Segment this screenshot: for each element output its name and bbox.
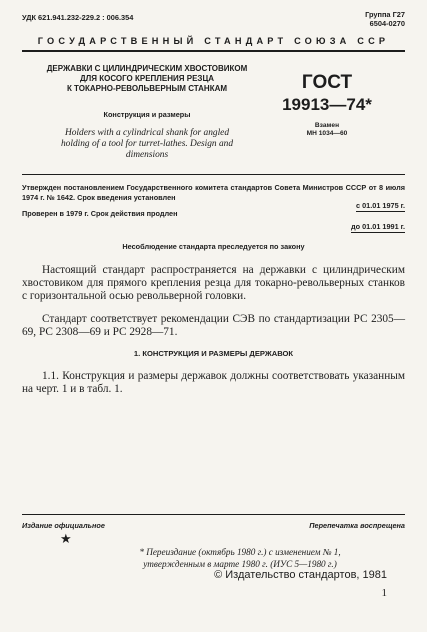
title-line-1: ДЕРЖАВКИ С ЦИЛИНДРИЧЕСКИМ ХВОСТОВИКОМ [46,64,248,73]
english-title [22,128,272,161]
title-line-3: К ТОКАРНО-РЕВОЛЬВЕРНЫМ СТАНКАМ [66,84,228,93]
reissue-note [90,546,390,570]
copyright-notice: © Издательство стандартов, 1981 [214,569,387,581]
group-line: Группа Г27 [365,10,405,19]
english-title-line-2: holding of a tool for turret-lathes. Design and [60,139,234,149]
english-title-line-1: Holders with a cylindrical shank for angled [64,128,230,138]
gost-number: 19913—74* [282,95,372,114]
page-number: 1 [381,587,387,599]
udk-code: УДК 621.941.232-229.2 : 006.354 [22,13,134,22]
gost-label: ГОСТ [301,72,353,93]
prolongation-text: Проверен в 1979 г. Срок действия продлен [22,209,178,218]
group-code [365,10,405,28]
gost-block [272,72,382,138]
paragraph-1-1-text: 1.1. Конструкция и размеры державок должны соответствовать указанным на черт. 1 и в табл. 1. [22,370,405,395]
paragraph-compliance-text: Стандарт соответствует рекомендации СЭВ по стандартизации РС 2305—69, РС 2308—69 и РС 2928—71. [22,313,405,338]
document-title [22,64,272,94]
title-divider [22,174,405,175]
okp-code: 6504-0270 [369,19,405,28]
title-line-2: ДЛЯ КОСОГО КРЕПЛЕНИЯ РЕЗЦА [79,74,215,83]
paragraph-1-1 [22,370,405,396]
document-subtitle: Конструкция и размеры [103,110,191,119]
gos-standard-heading: ГОСУДАРСТВЕННЫЙ СТАНДАРТ СОЮЗА ССР [37,36,390,46]
reissue-line-2: утвержденным в марте 1980 г. (ИУС 5—1980 г.) [143,559,337,569]
approval-text: Утвержден постановлением Государственного комитета стандартов Совета Министров СССР от 8 июля 1974 г. № 1642. Срок введения установлен [22,183,405,202]
paragraph-scope [22,264,405,303]
star-icon: ★ [60,531,72,546]
header-divider [22,50,405,52]
effective-date: с 01.01 1975 г. [356,201,405,210]
violation-notice: Несоблюдение стандарта преследуется по закону [122,242,305,251]
replaces-value: МН 1034—60 [306,130,348,137]
expiry-date: до 01.01 1991 г. [351,222,405,231]
footer-divider [22,514,405,515]
english-title-line-3: dimensions [125,150,169,160]
reprint-forbidden-label: Перепечатка воспрещена [309,521,405,530]
section-heading: 1. КОНСТРУКЦИЯ И РАЗМЕРЫ ДЕРЖАВОК [133,349,294,358]
official-edition-label: Издание официальное [22,521,105,530]
paragraph-compliance [22,313,405,339]
reissue-line-1: * Переиздание (октябрь 1980 г.) с изменением № 1, [139,547,341,557]
paragraph-scope-text: Настоящий стандарт распространяется на державки с цилиндрическим хвостовиком для прямого крепления резца для токарно-револьверных станков с горизонтальной осью револьверной головки. [22,264,405,302]
replaces-label: Взамен [314,122,340,129]
